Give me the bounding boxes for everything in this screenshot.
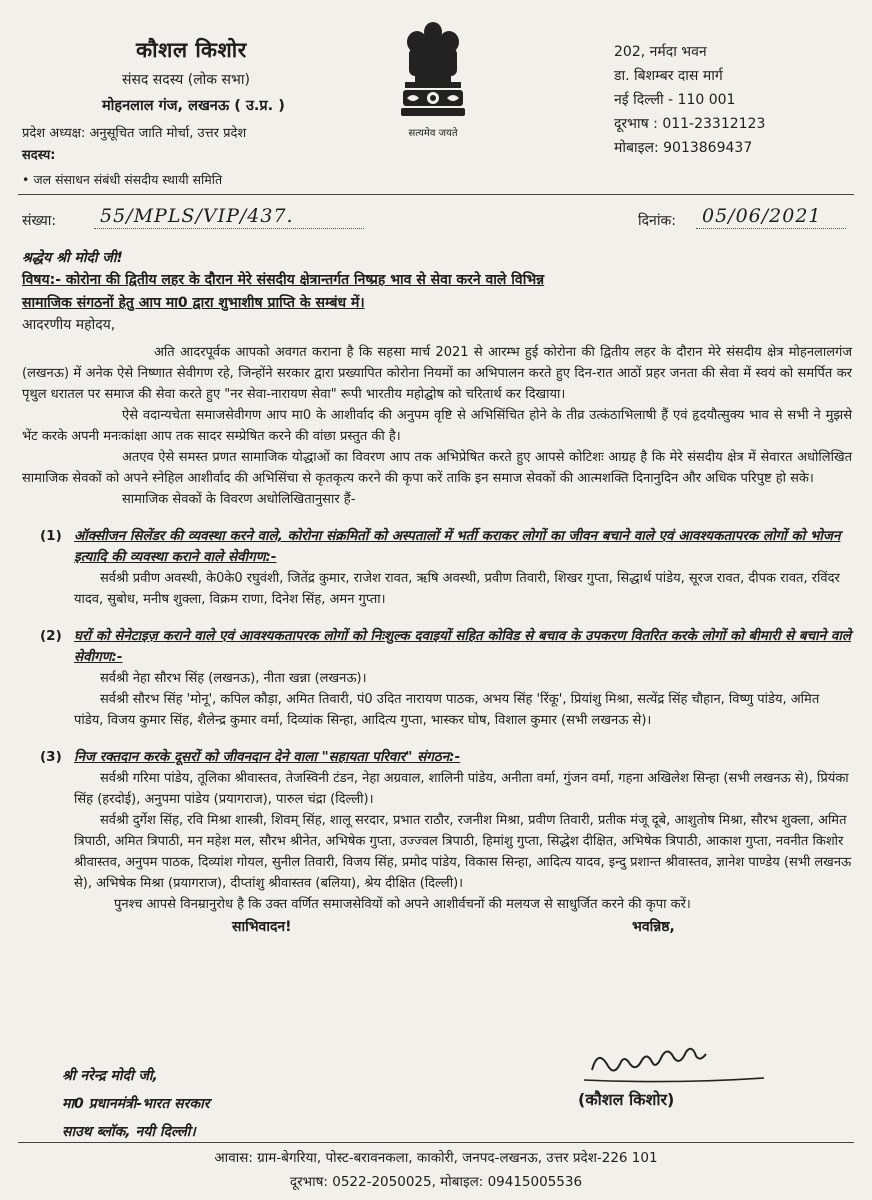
section-title: ऑक्सीजन सिलेंडर की व्यवस्था करने वाले, कोरोना संक्रमितों को अस्पतालों में भर्ती कराकर लोगों का जीवन बचाने वाले एवं आवश्यकतापरक लोगों को भोजन इत्यादि की व्यवस्था कराने वाले सेवीगण:- — [74, 528, 841, 565]
national-emblem-icon — [395, 18, 471, 130]
section-title: निज रक्तदान करके दूसरों को जीवनदान देने वाला "सहायता परिवार" संगठन:- — [74, 749, 461, 765]
paragraph-1: अति आदरपूर्वक आपको अवगत कराना है कि सहसा मार्च 2021 से आरम्भ हुई कोरोना की द्वितीय लहर के दौरान मेरे संसदीय क्षेत्र मोहनलालगंज (लखनऊ) में अनेक ऐसे निष्णात सेवीगण रहे, जिन्होंने सरकार द्वारा प्रख्यापित कोरोना नियमों का अभिपालन करते हुए दिन-रात आठों प्रहर जनता की सेवा में स्वयं को समर्पित कर पृथुल धरातल पर समाज की सेवा करते हुए "नर सेवा-नारायण सेवा" रूपी भारतीय महोद्घोष को चरितार्थ कर दिखाया। — [22, 345, 852, 402]
section-number: (2) — [40, 628, 62, 644]
section-text: सर्वश्री दुर्गेश सिंह, रवि मिश्रा शास्त्री, शिवम् सिंह, शालू सरदार, प्रभात राठौर, रजनीश मिश्रा, प्रवीण तिवारी, प्रतीक मंजू दूबे, आशुतोष मिश्रा, सौरभ शुक्ला, अमित त्रिपाठी, अमित त्रिपाठी, मन महेश मल, सौरभ श्रीनेत, अभिषेक गुप्ता, उज्ज्वल त्रिपाठी, हिमांशु गुप्ता, सिद्धेश दीक्षित, अभिषेक त्रिपाठी, आकाश गुप्ता, नवनीत किशोर श्रीवास्तव, अनुपम पाठक, दिव्यांश गोयल, सुनील तिवारी, विजय सिंह, प्रमोद पांडेय, विकास सिन्हा, आदित्य यादव, इन्दु प्रशान्त श्रीवास्तव, ज्ञानेश पाण्डेय (सभी लखनऊ से), अभिषेक मिश्रा (प्रयागराज), दीप्तांशु श्रीवास्तव (बलिया), श्रेय दीक्षित (दिल्ली)। — [74, 813, 852, 891]
mp-designation: संसद सदस्य (लोक सभा) — [122, 72, 250, 88]
salutation: श्रद्धेय श्री मोदी जी! — [22, 250, 123, 266]
closing-row — [22, 917, 852, 943]
closing-sign-off: भवन्निष्ठ, — [632, 919, 675, 935]
recipient-line: श्री नरेन्द्र मोदी जी, — [62, 1068, 158, 1084]
section-text: सर्वश्री गरिमा पांडेय, तूलिका श्रीवास्तव, तेजस्विनी टंडन, नेहा अग्रवाल, शालिनी पांडेय, अनीता वर्मा, गुंजन वर्मा, गहना अखिलेश सिन्हा (सभी लखनऊ से), प्रियंका सिंह (हरदोई), अनुपमा पांडेय (प्रयागराज), पारुल चंद्रा (दिल्ली)। — [74, 771, 849, 807]
address-line: डा. बिशम्बर दास मार्ग — [614, 68, 723, 84]
recipient-block — [62, 1062, 209, 1146]
footer-address: आवास: ग्राम-बेगरिया, पोस्ट-बरावनकला, काकोरी, जनपद-लखनऊ, उत्तर प्रदेश-226 101 — [214, 1150, 658, 1166]
section-3 — [22, 747, 852, 894]
paragraph-2: ऐसे वदान्यचेता समाजसेवीगण आप मा0 के आशीर्वाद की अनुपम वृष्टि से अभिसिंचित होने के तीव्र उत्कंठाभिलाषी हैं एवं हृदयौत्सुक्य भाव से सभी ने मुझसे भेंट करके अपनी मनःकांक्षा आप तक सादर सम्प्रेषित करने की वांछा प्रस्तुत की है। — [22, 408, 852, 444]
reference-dotted-line — [94, 228, 364, 229]
section-number: (1) — [40, 528, 62, 544]
section-1 — [22, 526, 852, 610]
subject-line-2: सामाजिक संगठनों हेतु आप मा0 द्वारा शुभाशीष प्राप्ति के सम्बंध में। — [22, 295, 365, 311]
address-line: नई दिल्ली - 110 001 — [614, 92, 736, 108]
header-divider — [18, 194, 854, 195]
footer-divider — [18, 1142, 854, 1143]
footer-contact: दूरभाष: 0522-2050025, मोबाइल: 09415005536 — [289, 1174, 583, 1190]
handwritten-signature — [572, 1030, 772, 1090]
mp-name: कौशल किशोर — [136, 38, 247, 62]
closing-greeting: साभिवादन! — [232, 919, 292, 935]
closing-paragraph: पुनश्च आपसे विनम्रानुरोध है कि उक्त वर्णित समाजसेवियों को अपने आशीर्वचनों की मलयज से साधुर्जित करने की कृपा करें। — [114, 897, 691, 912]
reference-row — [22, 205, 850, 235]
section-text: सर्वश्री प्रवीण अवस्थी, के0के0 रघुवंशी, जितेंद्र कुमार, राजेश रावत, ऋषि अवस्थी, प्रवीण तिवारी, शिखर गुप्ता, सिद्धार्थ पांडेय, सूरज रावत, दीपक रावत, रविंदर यादव, सुबोध, मनीष शुक्ला, विक्रम राणा, दिनेश सिंह, अमन गुप्ता। — [74, 571, 840, 607]
section-text: सर्वश्री सौरभ सिंह 'मोनू', कपिल कौड़ा, अमित तिवारी, पं0 उदित नारायण पाठक, अभय सिंह 'रिंकू', प्रियांशु मिश्रा, सत्येंद्र सिंह चौहान, विष्णु पांडेय, अमित पांडेय, विजय कुमार सिंह, शैलेन्द्र कुमार वर्मा, दिव्यांक सिन्हा, आदित्य गुप्ता, भास्कर घोष, विशाल कुमार (सभी लखनऊ से)। — [74, 692, 820, 728]
mobile-line: मोबाइल: 9013869437 — [614, 140, 753, 156]
letterhead-address — [614, 40, 854, 160]
date-label: दिनांक: — [638, 213, 676, 229]
letterhead-left — [22, 36, 382, 188]
signatory-name: (कौशल किशोर) — [578, 1090, 675, 1109]
mp-office: प्रदेश अध्यक्ष: अनुसूचित जाति मोर्चा, उत्तर प्रदेश — [22, 126, 247, 141]
recipient-line: मा0 प्रधानमंत्री-भारत सरकार — [62, 1096, 210, 1112]
recipient-line: साउथ ब्लॉक, नयी दिल्ली। — [62, 1124, 196, 1140]
subject-line-1: विषय:- कोरोना की द्वितीय लहर के दौरान मेरे संसदीय क्षेत्रान्तर्गत निष्प्रह भाव से सेवा करने वाले विभिन्न — [22, 272, 545, 288]
address-line: 202, नर्मदा भवन — [614, 44, 707, 60]
section-2 — [22, 626, 852, 731]
section-title: घरों को सेनेटाइज़ कराने वाले एवं आवश्यकतापरक लोगों को निःशुल्क दवाइयों सहित कोविड से बचाव के उपकरण वितरित करके लोगों को बीमारी से बचाने वाले सेवीगण:- — [74, 628, 851, 665]
paragraph-4: सामाजिक सेवकों के विवरण अधोलिखितानुसार हैं- — [122, 492, 356, 507]
date-dotted-line — [696, 228, 846, 229]
date-value: 05/06/2021 — [702, 205, 822, 227]
paragraph-3: अतएव ऐसे समस्त प्रणत सामाजिक योद्धाओं का विवरण आप तक अभिप्रेषित करते हुए आपसे कोटिशः आग्रह है कि मेरे संसदीय क्षेत्र में सेवारत अधोलिखित सामाजिक सेवकों को अपने स्नेहिल आशीर्वाद की अभिसिंचा से कृतकृत्य करने की कृपा करें ताकि इन समाज सेवकों की आत्मशक्ति दिनानुदिन और अधिक परिपुष्ट हो सके। — [22, 450, 852, 486]
phone-line: दूरभाष : 011-23312123 — [614, 116, 766, 132]
mp-constituency: मोहनलाल गंज, लखनऊ ( उ.प्र. ) — [102, 98, 285, 114]
section-text: सर्वश्री नेहा सौरभ सिंह (लखनऊ), नीता खन्ना (लखनऊ)। — [100, 671, 367, 686]
emblem-motto: सत्यमेव जयते — [408, 128, 458, 139]
greeting: आदरणीय महोदय, — [22, 317, 116, 333]
reference-label: संख्या: — [22, 213, 57, 229]
committee-item: • जल संसाधन संबंधी संसदीय स्थायी समिति — [22, 172, 223, 187]
reference-number: 55/MPLS/VIP/437. — [100, 205, 294, 227]
letter-body — [22, 248, 852, 943]
section-number: (3) — [40, 749, 62, 765]
member-label: सदस्य: — [22, 148, 56, 163]
